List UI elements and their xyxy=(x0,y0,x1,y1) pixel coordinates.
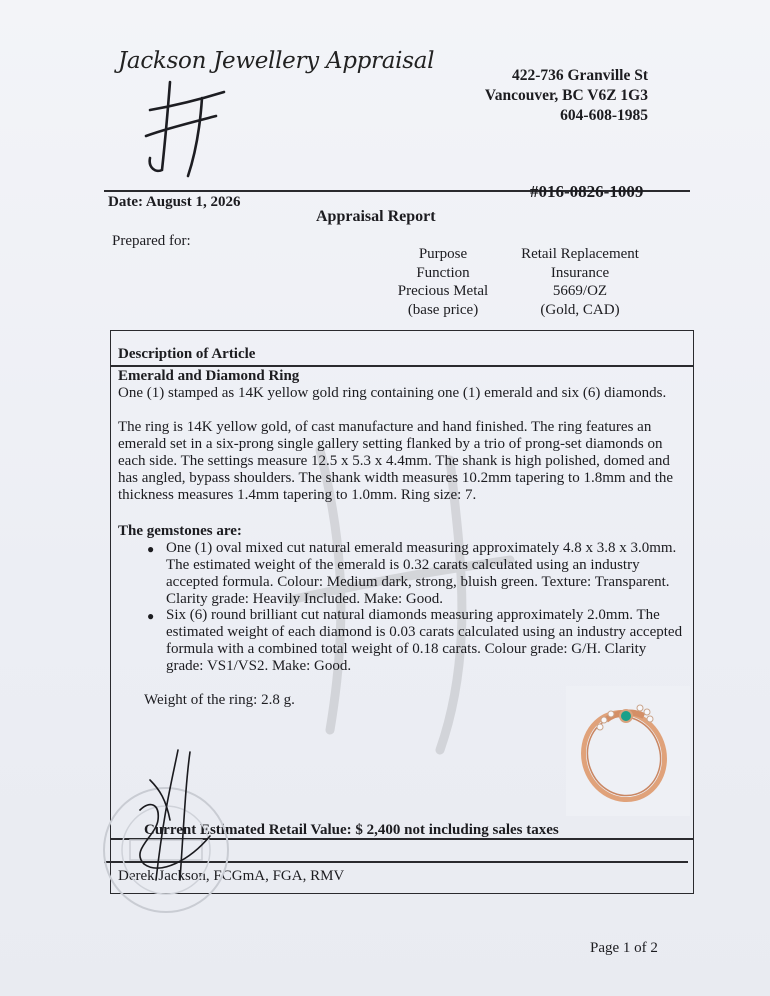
description-line: thickness measures 1.4mm tapering to 1.0mm. Ring size: 7. xyxy=(118,487,477,503)
phone-number: 604-608-1985 xyxy=(560,107,648,124)
gem-line: Six (6) round brilliant cut natural diamonds measuring approximately 2.0mm. The xyxy=(166,607,660,623)
bullet-icon: ● xyxy=(147,609,155,623)
report-date: Date: August 1, 2026 xyxy=(108,194,241,210)
prepared-for-label: Prepared for: xyxy=(112,233,191,249)
report-meta-labels xyxy=(388,245,498,319)
gem-line: The estimated weight of the emerald is 0.32 carats calculated using an industry xyxy=(166,557,640,573)
item-summary: One (1) stamped as 14K yellow gold ring containing one (1) emerald and six (6) diamonds. xyxy=(118,385,667,401)
gem-line: Clarity grade: Heavily Included. Make: Good. xyxy=(166,591,444,607)
report-number: #016-0826-1009 xyxy=(530,182,644,201)
description-heading: Description of Article xyxy=(118,346,256,362)
gem-line: accepted formula. Colour: Medium dark, strong, bluish green. Texture: Transparent. xyxy=(166,574,670,590)
meta-label: Precious Metal xyxy=(397,283,489,299)
estimated-value: Current Estimated Retail Value: $ 2,400 not including sales taxes xyxy=(144,822,559,838)
monogram-logo xyxy=(138,78,226,178)
meta-value: 5669/OZ xyxy=(552,283,608,299)
address-line-1: 422-736 Granville St xyxy=(511,67,648,84)
brand-name: Jackson Jewellery Appraisal xyxy=(118,48,435,74)
gemstones-heading: The gemstones are: xyxy=(118,523,242,539)
report-meta-values xyxy=(510,245,650,319)
address-line-2: Vancouver, BC V6Z 1G3 xyxy=(484,87,648,104)
ring-weight: Weight of the ring: 2.8 g. xyxy=(144,692,295,708)
gem-line: One (1) oval mixed cut natural emerald measuring approximately 4.8 x 3.8 x 3.0mm. xyxy=(166,540,677,556)
ring-photo xyxy=(566,686,690,816)
meta-label: Function xyxy=(416,264,470,281)
address-block xyxy=(485,66,648,126)
gem-line: estimated weight of each diamond is 0.03 carats calculated using an industry accepted xyxy=(166,624,683,640)
meta-label: (base price) xyxy=(407,301,479,318)
meta-label: Purpose xyxy=(418,246,468,262)
description-line: each side. The settings measure 12.5 x 5.3 x 4.4mm. The shank is high polished, domed and xyxy=(118,453,670,469)
signature xyxy=(120,740,230,890)
meta-value: (Gold, CAD) xyxy=(540,301,620,318)
page-number: Page 1 of 2 xyxy=(590,940,658,956)
signatory-name: Derek Jackson, FCGmA, FGA, RMV xyxy=(118,868,345,884)
gem-line: grade: VS1/VS2. Make: Good. xyxy=(166,658,352,674)
gem-line: formula with a combined total weight of 0.18 carats. Colour grade: G/H. Clarity xyxy=(166,641,647,657)
description-line: The ring is 14K yellow gold, of cast manufacture and hand finished. The ring features an xyxy=(118,419,652,435)
description-line: has angled, bypass shoulders. The shank width measures 10.2mm tapering to 1.8mm and the xyxy=(118,470,674,486)
divider xyxy=(111,365,693,367)
meta-value: Retail Replacement xyxy=(521,246,639,262)
description-line: emerald set in a six-prong single gallery setting flanked by a trio of prong-set diamonds on xyxy=(118,436,663,452)
report-title: Appraisal Report xyxy=(316,208,436,225)
item-title: Emerald and Diamond Ring xyxy=(118,368,300,384)
meta-value: Insurance xyxy=(550,264,610,281)
bullet-icon: ● xyxy=(147,542,155,556)
